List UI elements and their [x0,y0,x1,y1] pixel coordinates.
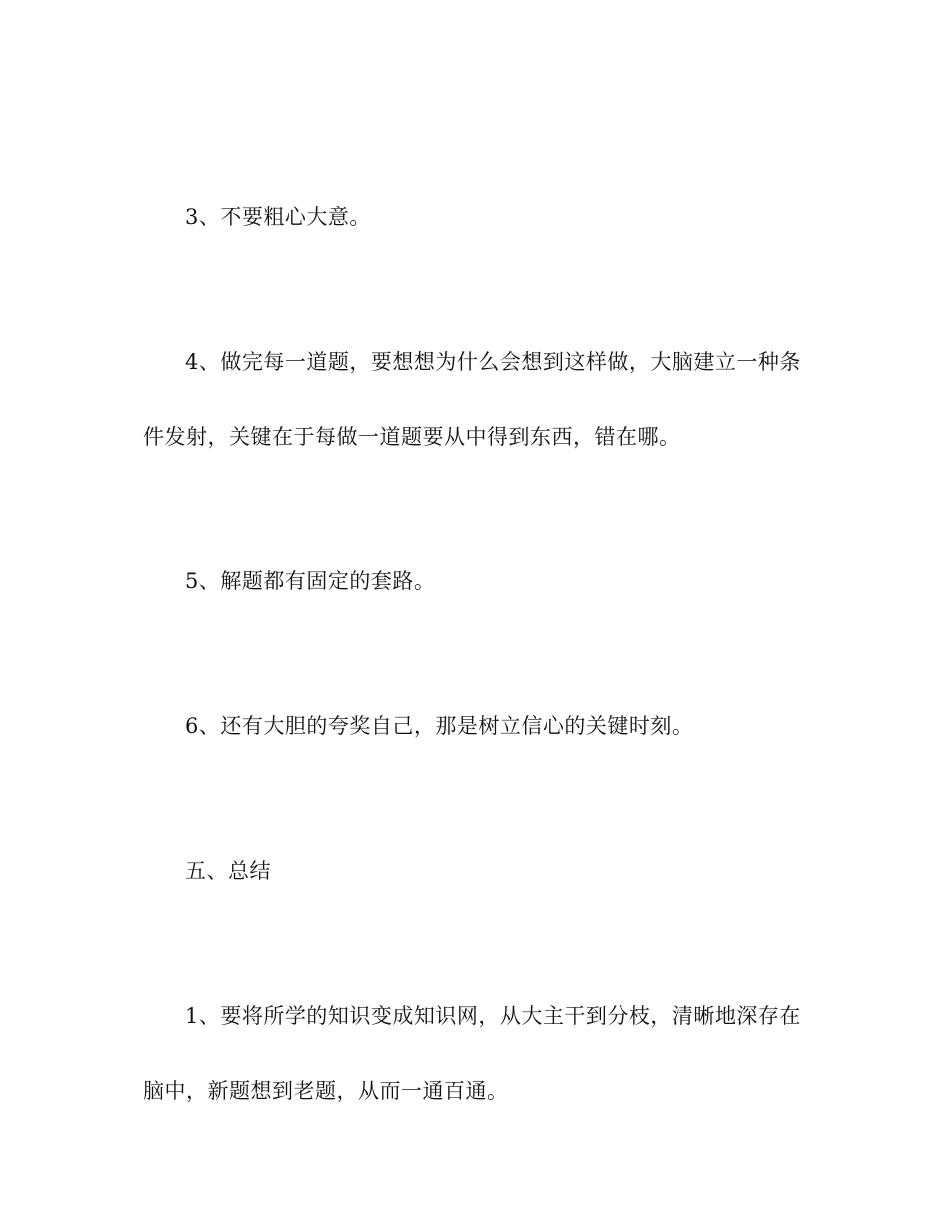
list-item-4-line-2: 件发射，关键在于每做一道题要从中得到东西，错在哪。 [143,425,681,449]
list-item-5: 5、解题都有固定的套路。 [185,569,436,593]
list-item-4-line-1: 4、做完每一道题，要想想为什么会想到这样做，大脑建立一种条 [185,350,801,374]
summary-item-1-line-1: 1、要将所学的知识变成知识网，从大主干到分枝，清晰地深存在 [185,1004,801,1028]
summary-item-1-line-2: 脑中，新题想到老题，从而一通百通。 [143,1079,509,1103]
list-item-6: 6、还有大胆的夸奖自己，那是树立信心的关键时刻。 [185,714,694,738]
list-item-3: 3、不要粗心大意。 [185,205,371,229]
section-heading: 五、总结 [185,859,271,883]
